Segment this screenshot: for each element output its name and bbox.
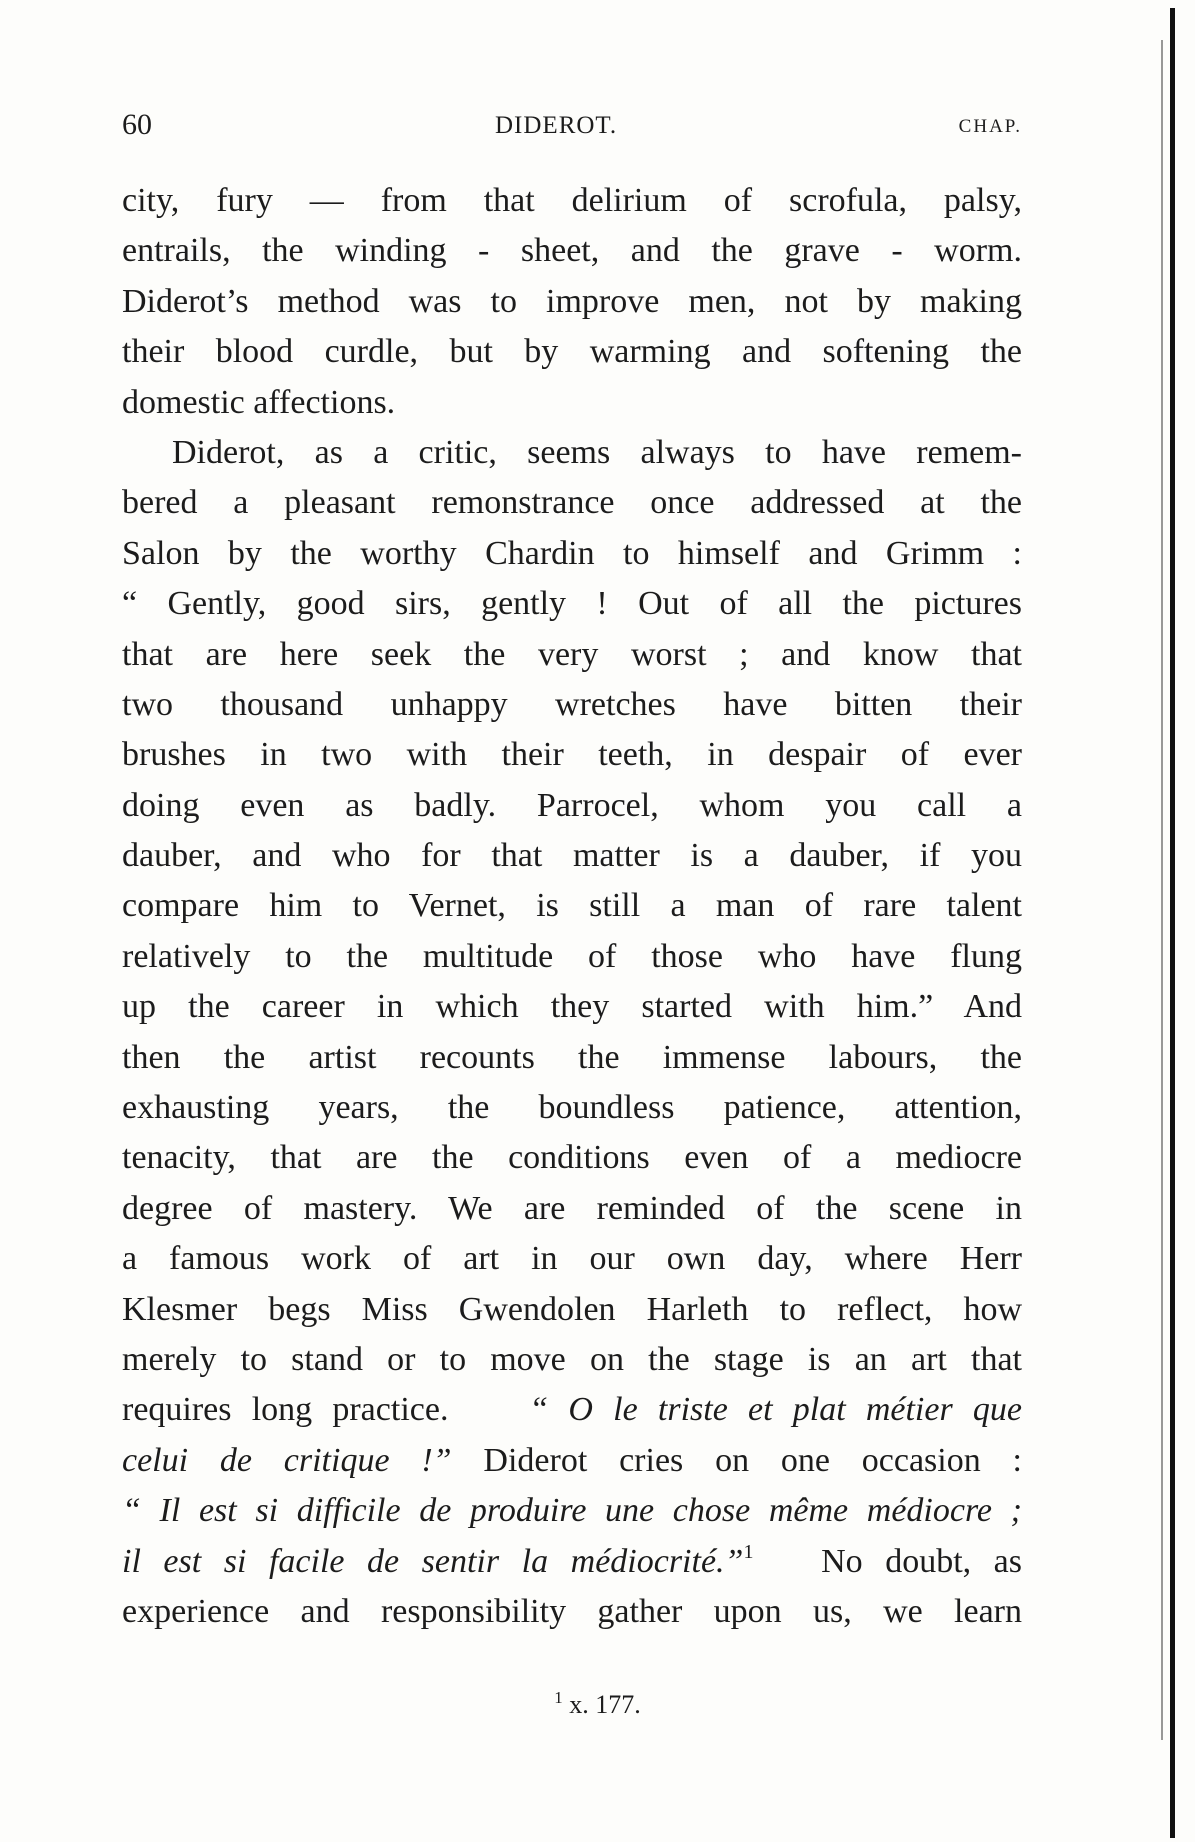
text-line: compare him to Vernet, is still a man of rare talent [122,887,1022,925]
text-roman: Diderot cries on one occasion : [483,1441,1022,1479]
text-line: that are here seek the very worst ; and know that [122,635,1022,673]
chapter-label: CHAP. [958,116,1022,137]
text-line: two thousand unhappy wretches have bitten their [122,685,1022,723]
text-italic-quote: “ Il est si difficile de produire une chose même médiocre ; [122,1492,1022,1530]
page-header [122,108,1022,148]
text-line: tenacity, that are the conditions even of a mediocre [122,1139,1022,1177]
text-line: Diderot’s method was to improve men, not by making [122,282,1022,320]
text-line: Salon by the worthy Chardin to himself and Grimm : [122,534,1022,572]
text-line: then the artist recounts the immense labours, the [122,1038,1022,1076]
text-line: dauber, and who for that matter is a dauber, if you [122,837,1022,875]
text-line: bered a pleasant remonstrance once addressed at the [122,484,1022,522]
text-line: experience and responsibility gather upon us, we learn [122,1592,1022,1630]
text-line: entrails, the winding - sheet, and the grave - worm. [122,232,1022,270]
text-line: a famous work of art in our own day, where Herr [122,1240,1022,1278]
footnote-mark: 1 [554,1688,563,1707]
text-italic-quote: il est si facile de sentir la médiocrité.” [122,1542,744,1580]
text-italic-quote: “ O le triste et plat métier que [529,1391,1023,1429]
text-italic-quote: celui de critique !” [122,1441,452,1479]
text-line: degree of mastery. We are reminded of the scene in [122,1189,1022,1227]
running-title: DIDEROT. [495,112,618,139]
footnote [0,1690,1195,1720]
text-line-mixed [122,1436,1022,1486]
page-edge-shadow [1170,8,1175,1838]
text-line: city, fury — from that delirium of scrofula, palsy, [122,182,1022,219]
text-line: up the career in which they started with him.” And [122,988,1022,1026]
text-line: domestic affections. [122,383,396,421]
page-edge-line [1161,40,1163,1740]
page-number: 60 [122,108,152,141]
text-line: Diderot, as a critic, seems always to have remem- [172,433,1022,471]
text-line-italic [122,1486,1022,1536]
text-line: their blood curdle, but by warming and softening the [122,333,1022,371]
text-line-mixed [122,1385,1022,1435]
text-roman: No doubt, as [821,1542,1023,1580]
text-line: merely to stand or to move on the stage is an art that [122,1340,1022,1378]
text-line: brushes in two with their teeth, in despair of ever [122,736,1022,774]
text-line: relatively to the multitude of those who have flung [122,937,1022,975]
text-roman: requires long practice. [122,1391,449,1429]
text-line: exhausting years, the boundless patience, attention, [122,1089,1022,1127]
text-line: doing even as badly. Parrocel, whom you call a [122,786,1022,824]
body-text [122,176,1022,1637]
text-line: Klesmer begs Miss Gwendolen Harleth to reflect, how [122,1290,1022,1328]
footnote-reference: 1 [743,1540,754,1563]
text-line-mixed [122,1537,1022,1587]
text-line: “ Gently, good sirs, gently ! Out of all the pictures [122,585,1022,623]
footnote-text: x. 177. [569,1690,641,1719]
